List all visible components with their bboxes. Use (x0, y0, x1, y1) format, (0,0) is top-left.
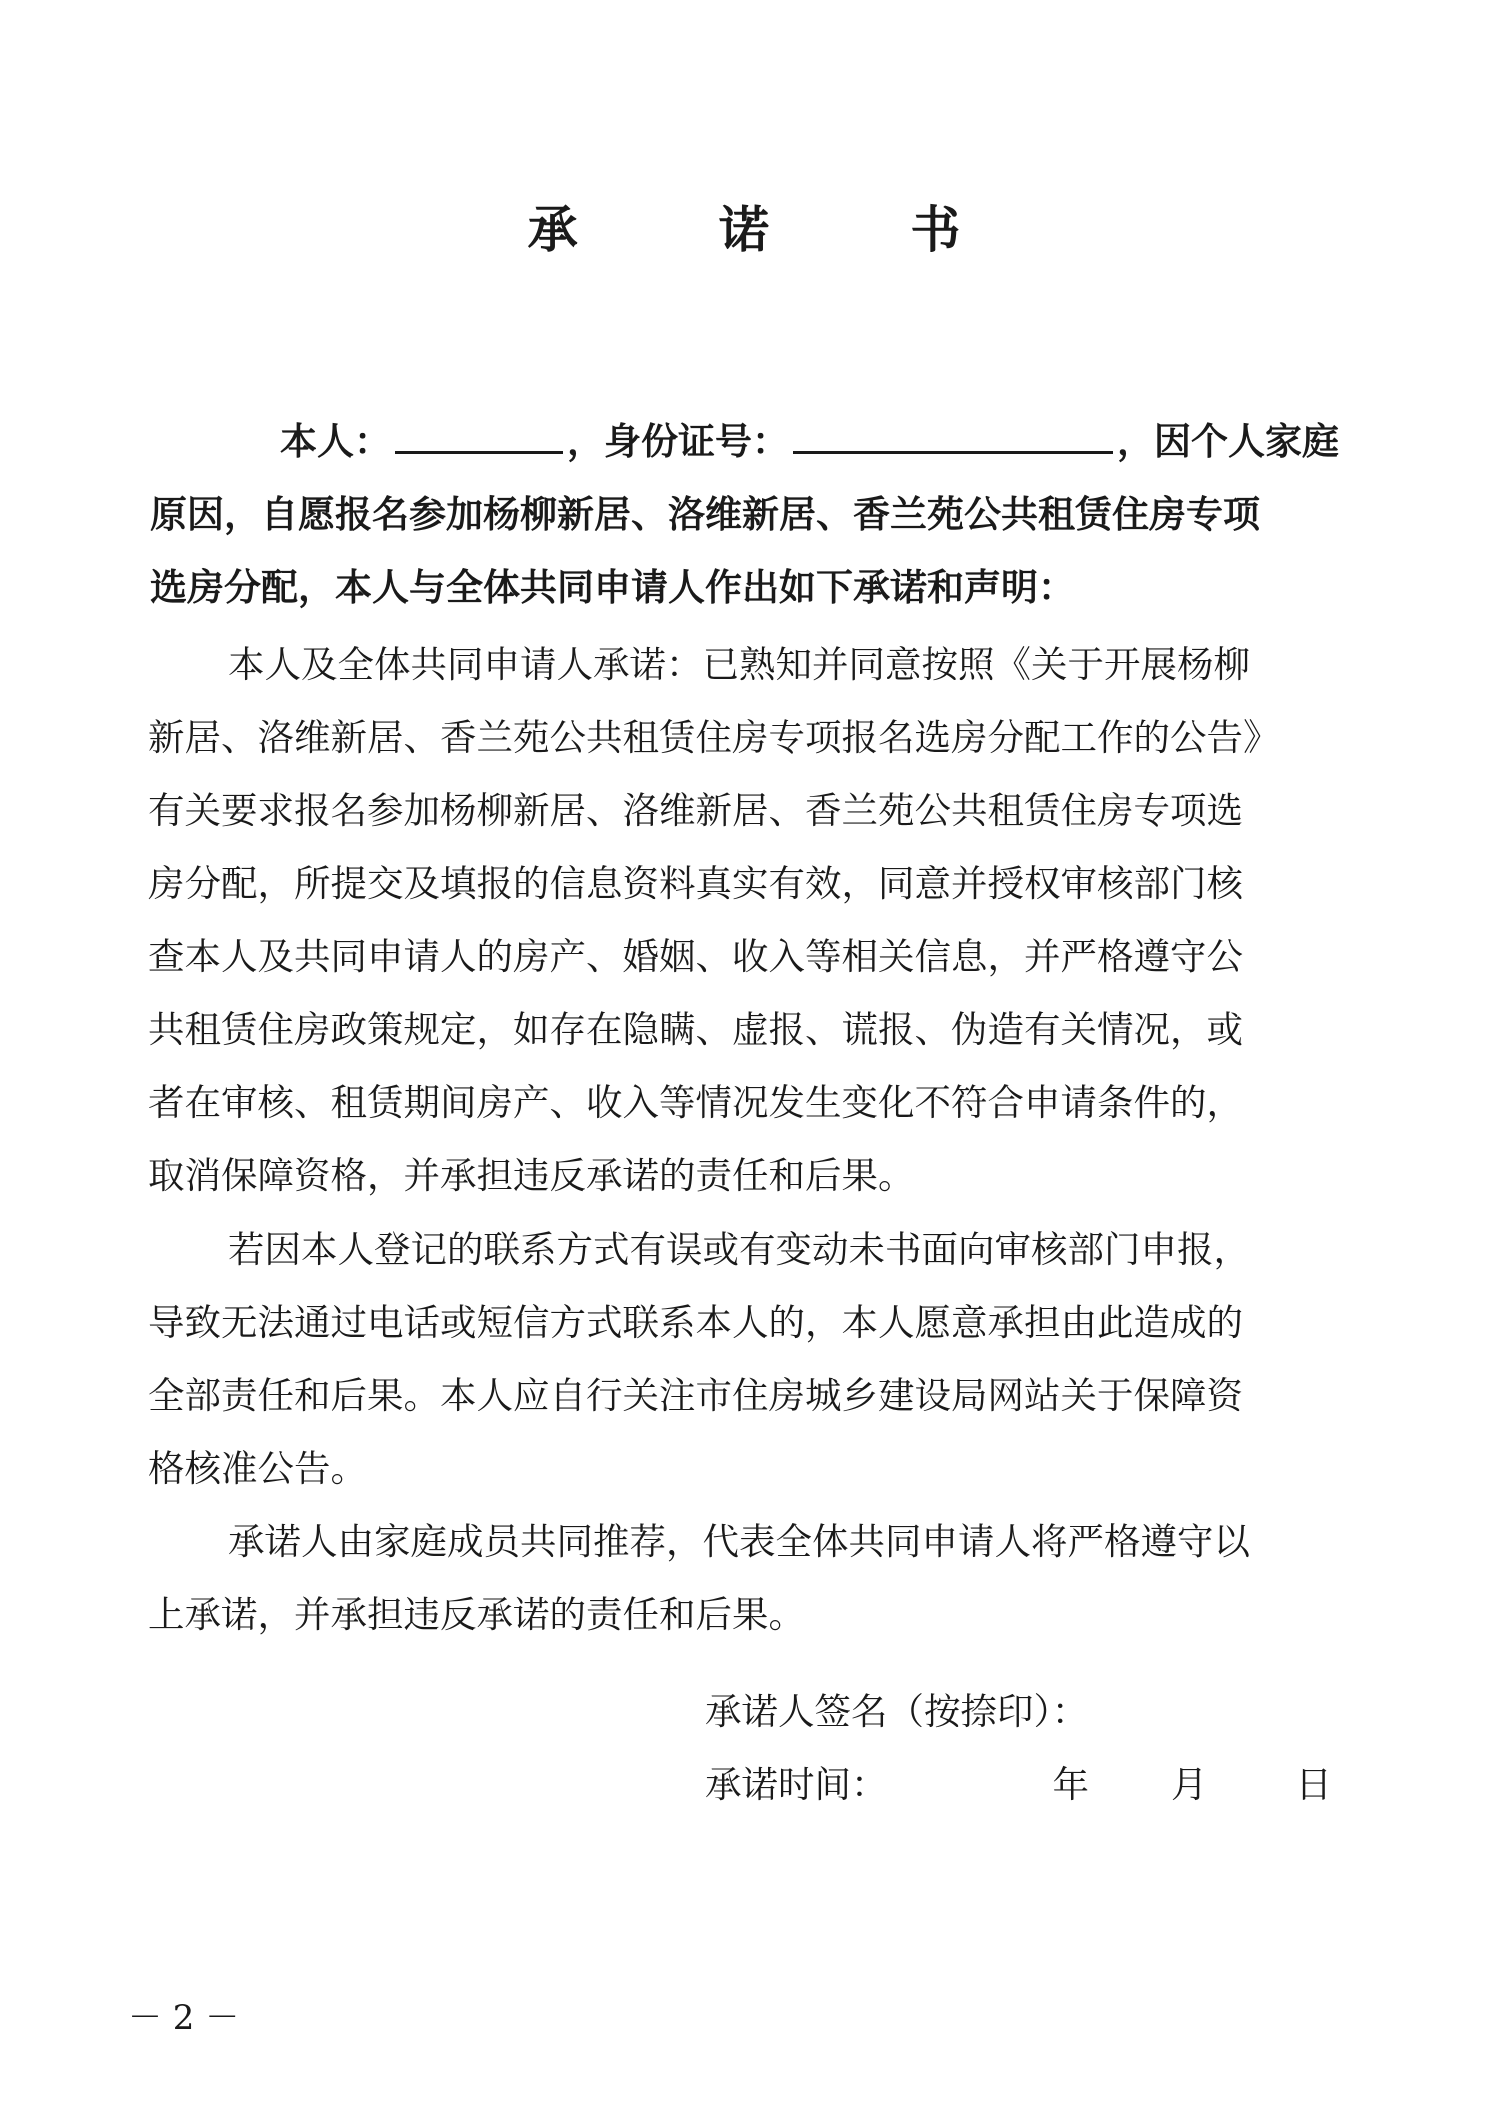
name-blank (395, 417, 563, 454)
paragraph-contact (148, 1213, 1348, 1505)
intro-line-2: 原因，自愿报名参加杨柳新居、洛维新居、香兰苑公共租赁住房专项 (150, 493, 1260, 536)
date-month: 月 (1171, 1763, 1208, 1806)
paragraph-line: 房分配，所提交及填报的信息资料真实有效，同意并授权审核部门核 (148, 862, 1243, 905)
paragraph-line: 取消保障资格，并承担违反承诺的责任和后果。 (148, 1154, 915, 1197)
paragraph-line: 共租赁住房政策规定，如存在隐瞒、虚报、谎报、伪造有关情况，或 (148, 1008, 1243, 1051)
signature-label: 承诺人签名（按捺印）： (705, 1690, 1089, 1733)
paragraph-line: 全部责任和后果。本人应自行关注市住房城乡建设局网站关于保障资 (148, 1374, 1243, 1417)
paragraph-line: 导致无法通过电话或短信方式联系本人的，本人愿意承担由此造成的 (148, 1301, 1243, 1344)
date-label: 承诺时间： (705, 1763, 888, 1806)
paragraph-line: 新居、洛维新居、香兰苑公共租赁住房专项报名选房分配工作的公告》 (148, 716, 1280, 759)
date-line (705, 1748, 1332, 1821)
intro-line-1: 本人： ，身份证号： ，因个人家庭 (150, 405, 1350, 478)
paragraph-commitment (148, 628, 1348, 1212)
paragraph-line: 若因本人登记的联系方式有误或有变动未书面向审核部门申报， (228, 1228, 1250, 1271)
paragraph-line: 者在审核、租赁期间房产、收入等情况发生变化不符合申请条件的， (148, 1081, 1243, 1124)
intro-paragraph (150, 405, 1350, 624)
paragraph-line: 有关要求报名参加杨柳新居、洛维新居、香兰苑公共租赁住房专项选 (148, 789, 1243, 832)
date-day: 日 (1295, 1763, 1332, 1806)
page-number: － 2 － (128, 1998, 240, 2038)
intro-line-3: 选房分配，本人与全体共同申请人作出如下承诺和声明： (150, 566, 1075, 609)
paragraph-line: 上承诺，并承担违反承诺的责任和后果。 (148, 1593, 805, 1636)
paragraph-line: 格核准公告。 (148, 1447, 367, 1490)
paragraph-line: 承诺人由家庭成员共同推荐，代表全体共同申请人将严格遵守以 (228, 1520, 1250, 1563)
id-number-blank (793, 417, 1113, 454)
paragraph-line: 本人及全体共同申请人承诺：已熟知并同意按照《关于开展杨柳 (228, 643, 1250, 686)
document-title: 承 诺 书 (527, 201, 1023, 259)
paragraph-representative (148, 1505, 1348, 1651)
date-year: 年 (1052, 1763, 1089, 1806)
signature-block (705, 1675, 1332, 1821)
paragraph-line: 查本人及共同申请人的房产、婚姻、收入等相关信息，并严格遵守公 (148, 935, 1243, 978)
